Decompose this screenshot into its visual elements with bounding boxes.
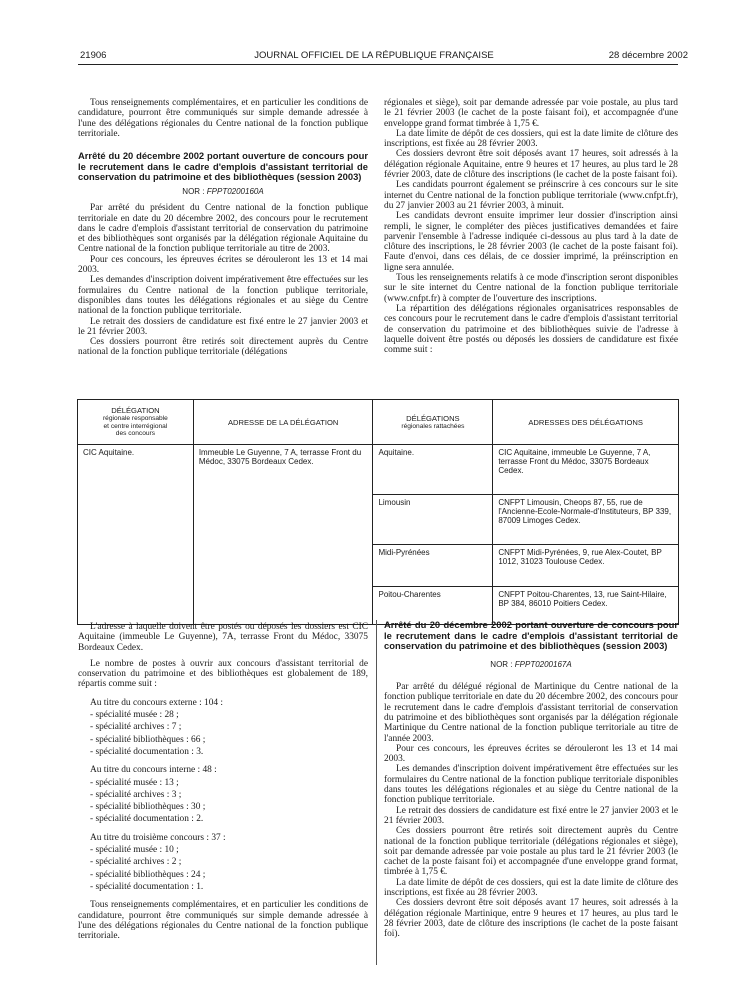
paragraph: Le retrait des dossiers de candidature est fixé entre le 27 janvier 2003 et le 21 février 2003.: [384, 805, 678, 826]
article-title: Arrêté du 20 décembre 2002 portant ouverture de concours pour le recrutement dans le cadre d'emplois d'assistant territorial de conservation du patrimoine et des bibliothèques (session 2003): [384, 619, 678, 652]
paragraph: Ces dossiers pourront être retirés soit directement auprès du Centre national de la fonction publique territoriale (délégations: [78, 337, 368, 358]
list-item: - spécialité documentation : 3.: [90, 746, 204, 757]
issue-date: 28 décembre 2002: [608, 50, 688, 61]
left-column-bottom: [78, 620, 368, 941]
list-item: - spécialité musée : 28 ;: [90, 710, 179, 721]
table-row: [78, 445, 679, 495]
header-delegation-address: [193, 400, 373, 445]
header-sub: et centre interrégional: [103, 422, 168, 430]
attached-address-cell: CIC Aquitaine, immeuble Le Guyenne, 7 A, terrasse Front du Médoc, 33075 Bordeaux Cedex.: [493, 445, 679, 495]
left-column-top: [78, 98, 368, 358]
list-title: Au titre du concours externe : 104 :: [90, 697, 224, 708]
paragraph: Ces dossiers devront être soit déposés avant 17 heures, soit adressés à la délégation régionale Aquitaine, entre 9 heures et 17 heures, au plus tard le 28 février 2003, date de clôture des inscriptions (le cachet de la poste faisant foi).: [384, 149, 678, 181]
nor-label: NOR :: [490, 659, 513, 669]
paragraph: Les demandes d'inscription doivent impérativement être effectuées sur les formulaires du Centre national de la fonction publique territoriale, disponibles dans toutes les délégations régionales et au siège du Centre national de la fonction publique territoriale.: [78, 275, 368, 317]
attached-delegation-cell: Midi-Pyrénées: [373, 545, 493, 587]
intro-paragraph: Tous renseignements complémentaires, et en particulier les conditions de candidature, pourront être communiqués sur simple demande adressée à l'une des délégations régionales du Centre national de la fonction publique territoriale.: [78, 98, 368, 139]
attached-address-cell: CNFPT Limousin, Cheops 87, 55, rue de l'Ancienne-Ecole-Normale-d'Instituteurs, BP 339, 87009 Limoges Cedex.: [493, 495, 679, 545]
paragraph: Le nombre de postes à ouvrir aux concours d'assistant territorial de conservation du patrimoine et des bibliothèques est globalement de 189, répartis comme suit :: [78, 658, 368, 690]
list-item: - spécialité archives : 3 ;: [90, 789, 182, 800]
paragraph: La répartition des délégations régionales organisatrices responsables de ces concours pour le recrutement dans le cadre d'emplois d'assistant territorial de conservation du patrimoine et des bibliothèques suivie de l'adresse à laquelle doivent être postés ou déposés les dossiers de candidature est fixée comme suit :: [384, 303, 678, 356]
header-sub: régionales rattachées: [401, 422, 465, 430]
list-item: - spécialité bibliothèques : 30 ;: [90, 802, 206, 813]
list-item: - spécialité bibliothèques : 24 ;: [90, 869, 206, 880]
list-title: Au titre du concours interne : 48 :: [90, 765, 217, 776]
list-item: - spécialité archives : 7 ;: [90, 722, 182, 733]
list-item: - spécialité bibliothèques : 66 ;: [90, 734, 206, 745]
paragraph: Le retrait des dossiers de candidature est fixé entre le 27 janvier 2003 et le 21 février 2003.: [78, 316, 368, 337]
journal-title: JOURNAL OFFICIEL DE LA RÉPUBLIQUE FRANÇAISE: [254, 50, 494, 61]
paragraph: Pour ces concours, les épreuves écrites se dérouleront les 13 et 14 mai 2003.: [384, 743, 678, 765]
article-title: Arrêté du 20 décembre 2002 portant ouverture de concours pour le recrutement dans le cadre d'emplois d'assistant territorial de conservation du patrimoine et des bibliothèques (session 2003): [78, 150, 368, 183]
paragraph: Les candidats pourront également se préinscrire à ces concours sur le site internet du Centre national de la fonction publique territoriale (www.cnfpt.fr), du 27 janvier 2003 au 21 février 2003, à minuit.: [384, 180, 678, 211]
list-title: Au titre du troisième concours : 37 :: [90, 832, 226, 843]
paragraph: régionales et siège), soit par demande adressée par voie postale, au plus tard le 21 février 2003 (le cachet de la poste faisant foi), et accompagnée d'une enveloppe grand format timbrée à 1,75 €.: [384, 98, 678, 129]
right-column-bottom: [384, 620, 678, 940]
list-item: - spécialité documentation : 1.: [90, 881, 204, 892]
paragraph: La date limite de dépôt de ces dossiers, qui est la date limite de clôture des inscriptions, est fixée au 28 février 2003.: [384, 128, 678, 150]
header-attached-delegations: [373, 400, 493, 445]
attached-address-cell: CNFPT Midi-Pyrénées, 9, rue Alex-Coutet, BP 1012, 31023 Toulouse Cedex.: [493, 545, 679, 587]
closing-paragraph: Tous renseignements complémentaires, et en particulier les conditions de candidature, pourront être communiqués sur simple demande adressée à l'une des délégations régionales du Centre national de la fonction publique territoriale.: [78, 900, 368, 942]
paragraph: Les candidats devront ensuite imprimer leur dossier d'inscription ainsi rempli, le signer, le compléter des pièces justificatives demandées et faire parvenir l'ensemble à l'adresse indiquée ci-dessous au plus tard à la date de clôture des inscriptions, le 28 février 2003 (le cachet de la poste faisant foi). Faute d'envoi, dans ces délais, de ce dossier imprimé, la préinscription en ligne sera annulée.: [384, 211, 678, 273]
attached-delegation-cell: Limousin: [373, 495, 493, 545]
header-main: ADRESSE DE LA DÉLÉGATION: [227, 417, 339, 427]
header-main: ADRESSES DES DÉLÉGATIONS: [528, 417, 643, 427]
page-number: 21906: [80, 50, 107, 61]
list-item: - spécialité musée : 10 ;: [90, 845, 179, 856]
header-responsible-delegation: [78, 400, 194, 445]
header-sub: des concours: [115, 430, 156, 438]
paragraph: Ces dossiers pourront être retirés soit directement auprès du Centre national de la fonction publique territoriale (délégations régionales et siège), soit par demande adressée par voie postale au plus tard le 21 février 2003 (le cachet de la poste faisant foi) et accompagnée d'une enveloppe grand format, timbrée à 1,75 €.: [384, 826, 678, 878]
paragraph: L'adresse à laquelle doivent être postés ou déposés les dossiers est CIC Aquitaine (immeuble Le Guyenne), 7A, terrasse Front du Médoc, 33075 Bordeaux Cedex.: [78, 622, 368, 653]
header-main: DÉLÉGATIONS: [406, 413, 460, 423]
column-separator: [376, 620, 377, 965]
paragraph: Ces dossiers devront être soit déposés avant 17 heures, soit adressés à la délégation régionale Martinique, entre 9 heures et 17 heures, au plus tard le 28 février 2003, date de clôture des inscriptions (le cachet de la poste faisant foi).: [384, 898, 678, 940]
paragraph: Tous les renseignements relatifs à ce mode d'inscription seront disponibles sur le site internet du Centre national de la fonction publique territoriale (www.cnfpt.fr) à compter de l'ouverture des inscriptions.: [384, 273, 678, 304]
paragraph: Pour ces concours, les épreuves écrites se dérouleront les 13 et 14 mai 2003.: [78, 254, 368, 276]
table-header-row: [78, 400, 679, 445]
header-main: DÉLÉGATION: [111, 406, 160, 416]
paragraph: Par arrêté du délégué régional de Martinique du Centre national de la fonction publique territoriale en date du 20 décembre 2002, des concours pour le recrutement dans le cadre d'emplois d'assistant territorial de conservation du patrimoine et des bibliothèques sont organisés par la délégation régionale Martinique du Centre national de la fonction publique territoriale au titre de l'année 2003.: [384, 682, 678, 744]
attached-delegation-cell: Poitou-Charentes: [373, 587, 493, 625]
header-sub: régionale responsable: [102, 415, 168, 423]
nor-code: FPPT0200160A: [206, 186, 264, 196]
paragraph: Par arrêté du président du Centre national de la fonction publique territoriale en date du 20 décembre 2002, des concours pour le recrutement dans le cadre d'emplois d'assistant territorial de conservation du patrimoine et des bibliothèques sont organisés par la délégation régionale Aquitaine du Centre national de la fonction publique territoriale au titre de 2003.: [78, 203, 368, 255]
right-column-top: [384, 98, 678, 355]
paragraph: Les demandes d'inscription doivent impérativement être effectuées sur les formulaires du Centre national de la fonction publique territoriale disponibles dans toutes les délégations régionales et au siège du Centre national de la fonction publique territoriale.: [384, 764, 678, 806]
delegations-table: [77, 399, 679, 625]
attached-delegation-cell: Aquitaine.: [373, 445, 493, 495]
list-item: - spécialité archives : 2 ;: [90, 857, 182, 868]
paragraph: La date limite de dépôt de ces dossiers, qui est la date limite de clôture des inscriptions, est fixée au 28 février 2003.: [384, 877, 678, 899]
responsible-address-cell: Immeuble Le Guyenne, 7 A, terrasse Front du Médoc, 33075 Bordeaux Cedex.: [193, 445, 373, 625]
nor-code: FPPT0200167A: [514, 659, 572, 669]
nor-label: NOR :: [182, 186, 205, 196]
header-delegation-addresses: [493, 400, 679, 445]
nor-reference: [384, 660, 678, 670]
list-item: - spécialité musée : 13 ;: [90, 777, 179, 788]
attached-address-cell: CNFPT Poitou-Charentes, 13, rue Saint-Hilaire, BP 384, 86010 Poitiers Cedex.: [493, 587, 679, 625]
nor-reference: [78, 187, 368, 197]
list-item: - spécialité documentation : 2.: [90, 814, 204, 825]
header-rule: [78, 64, 678, 65]
responsible-delegation-cell: CIC Aquitaine.: [78, 445, 194, 625]
